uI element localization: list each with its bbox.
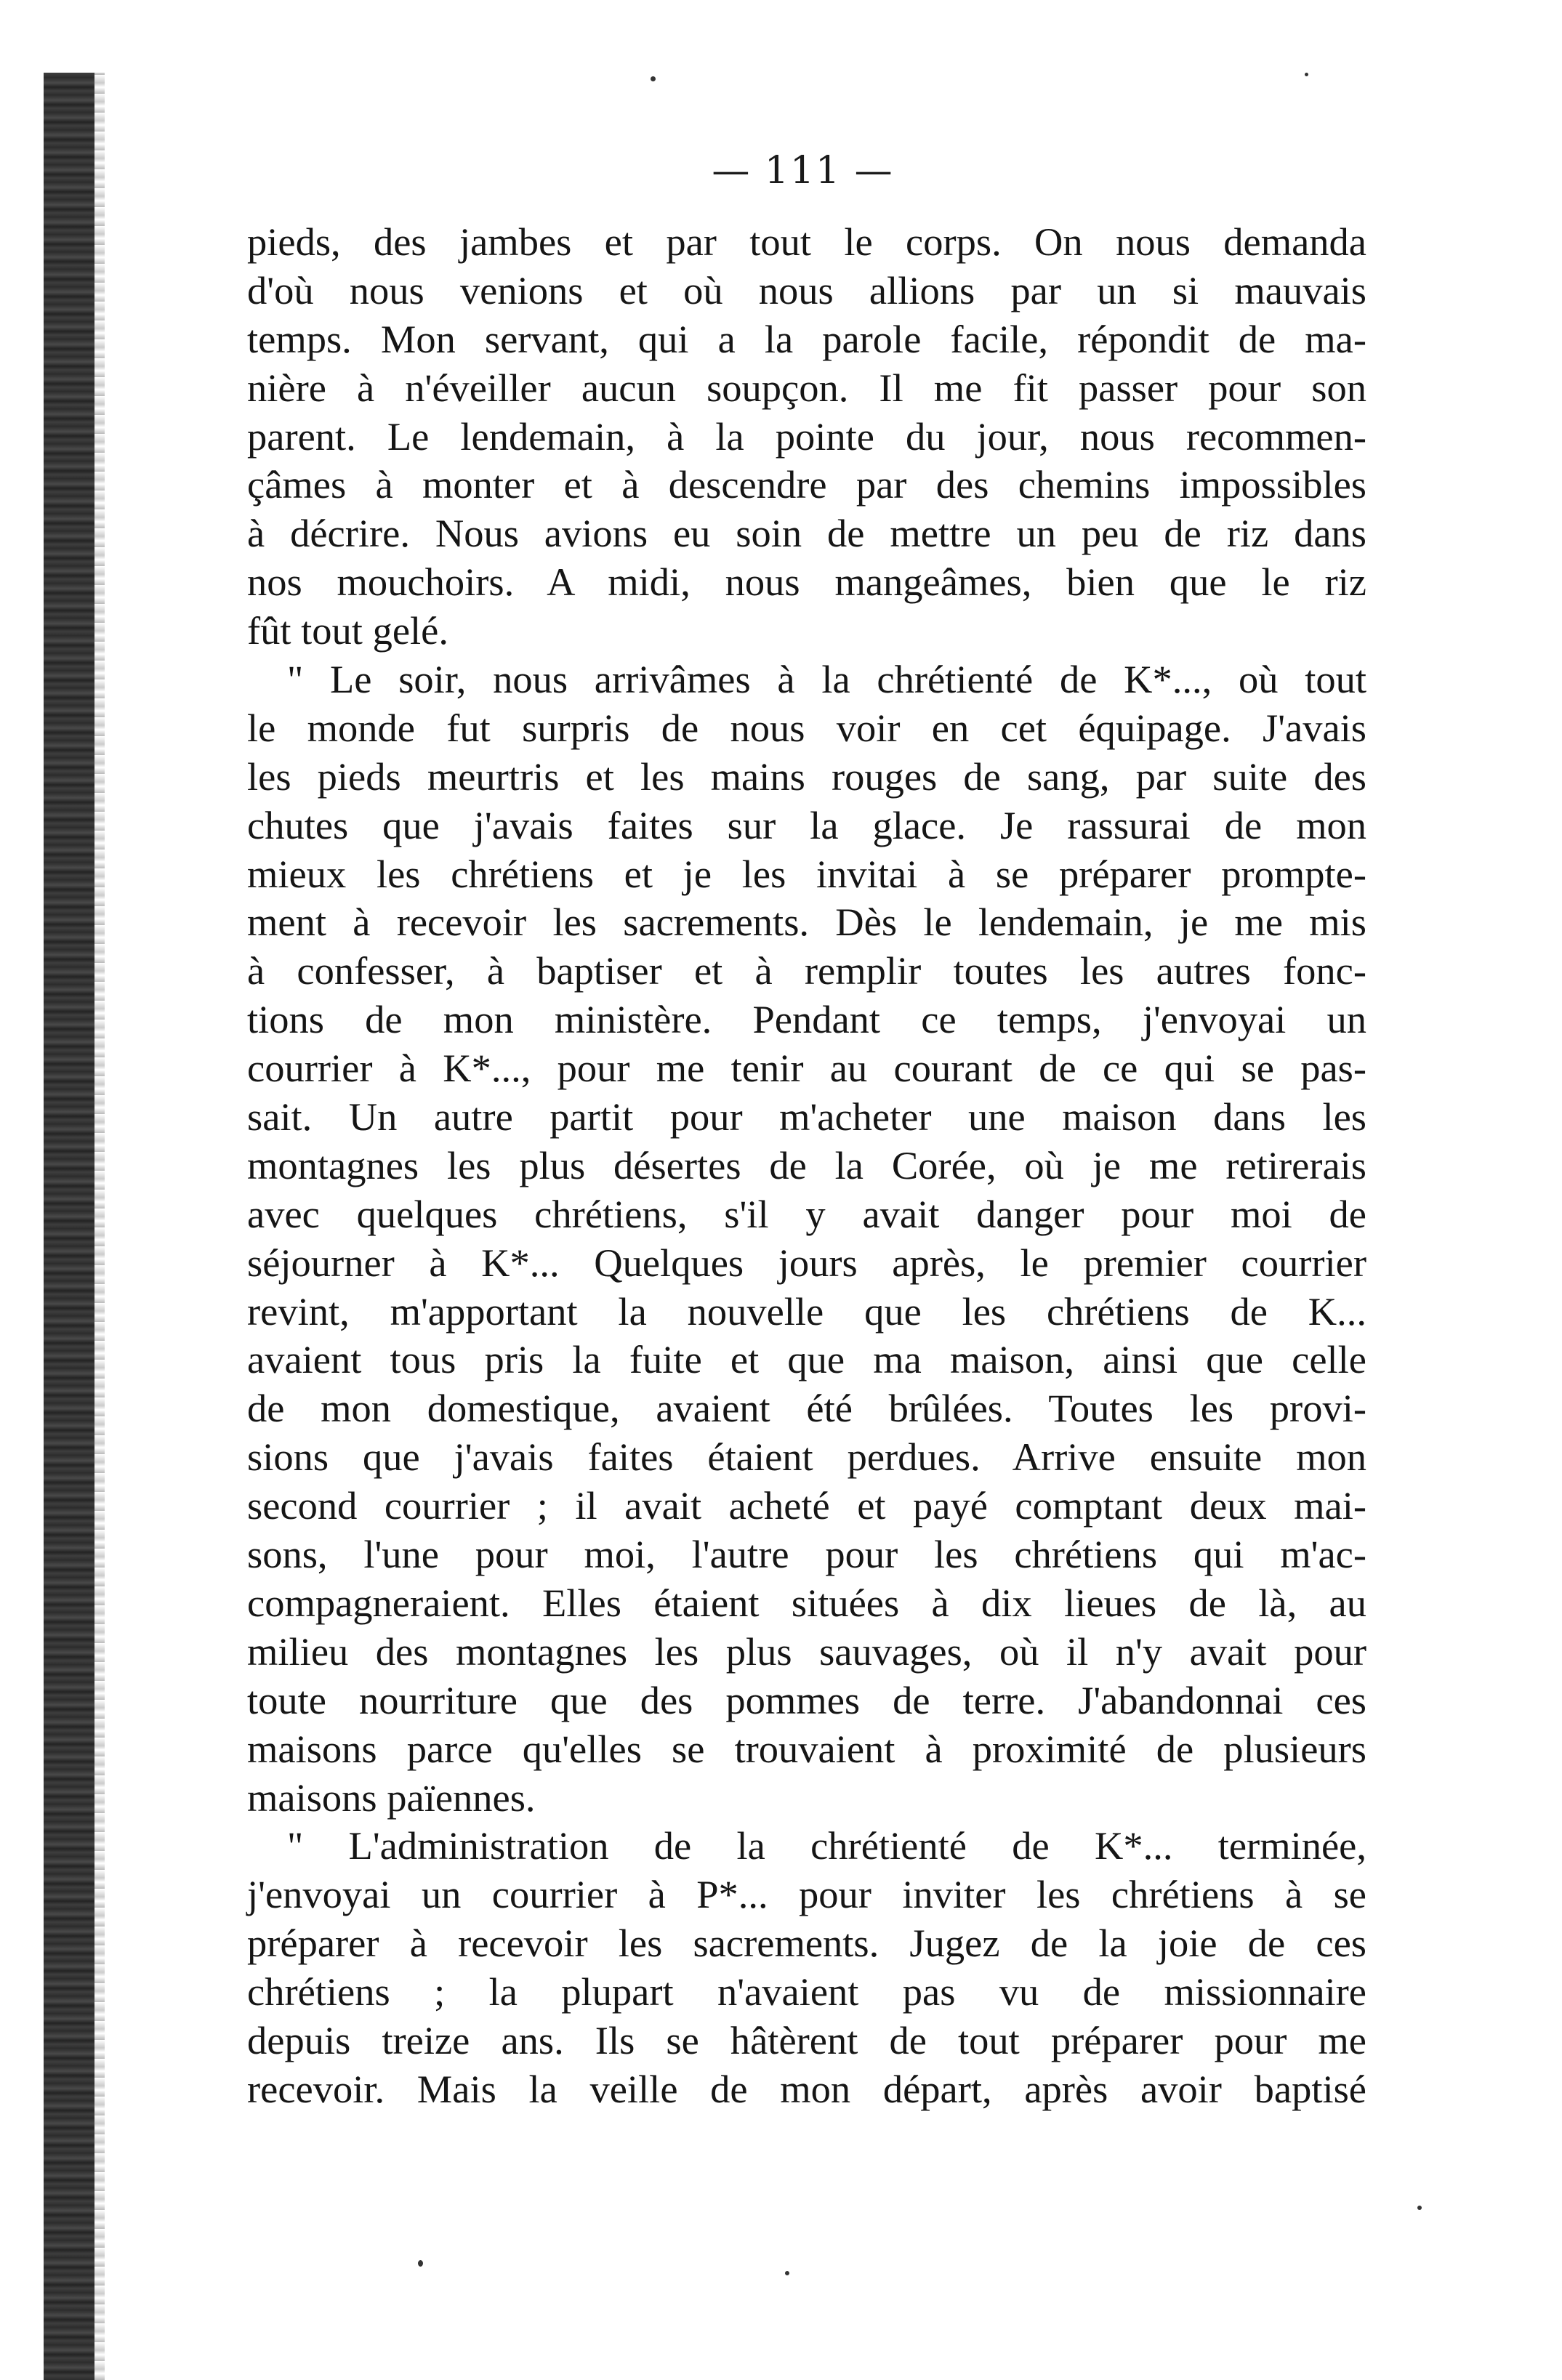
scan-speck — [1305, 73, 1308, 76]
text-line: revint, m'apportant la nouvelle que les chrétiens de K... — [247, 1288, 1366, 1334]
text-line: " Le soir, nous arrivâmes à la chrétienté de K*..., où tout — [287, 657, 1366, 702]
scan-speck — [1417, 2206, 1422, 2210]
text-line: çâmes à monter et à descendre par des chemins impossibles — [247, 462, 1366, 507]
text-line: toute nourriture que des pommes de terre. J'abandonnai ces — [247, 1677, 1366, 1722]
text-line: le monde fut surpris de nous voir en cet équipage. J'avais — [247, 705, 1366, 750]
text-line: depuis treize ans. Ils se hâtèrent de tout préparer pour me — [247, 2017, 1366, 2062]
text-line: de mon domestique, avaient été brûlées. Toutes les provi- — [247, 1386, 1366, 1431]
text-line: d'où nous venions et où nous allions par un si mauvais — [247, 267, 1366, 312]
text-line: temps. Mon servant, qui a la parole facile, répondit de ma- — [247, 316, 1366, 361]
text-line: chrétiens ; la plupart n'avaient pas vu de missionnaire — [247, 1969, 1366, 2014]
text-line: milieu des montagnes les plus sauvages, où il n'y avait pour — [247, 1629, 1366, 1674]
text-line: sons, l'une pour moi, l'autre pour les chrétiens qui m'ac- — [247, 1532, 1366, 1577]
text-line: sions que j'avais faites étaient perdues. Arrive ensuite mon — [247, 1435, 1366, 1480]
text-line: compagneraient. Elles étaient situées à dix lieues de là, au — [247, 1580, 1366, 1625]
text-line: ment à recevoir les sacrements. Dès le lendemain, je me mis — [247, 900, 1366, 945]
text-line: maisons païennes. — [247, 1775, 536, 1820]
text-line: à confesser, à baptiser et à remplir toutes les autres fonc- — [247, 948, 1366, 993]
text-line: les pieds meurtris et les mains rouges de sang, par suite des — [247, 754, 1366, 799]
text-line: avaient tous pris la fuite et que ma maison, ainsi que celle — [247, 1337, 1366, 1382]
body-text — [247, 218, 1366, 2114]
text-line: " L'administration de la chrétienté de K*... terminée, — [287, 1823, 1366, 1868]
text-line: second courrier ; il avait acheté et payé comptant deux mai- — [247, 1483, 1366, 1528]
text-line: maisons parce qu'elles se trouvaient à proximité de plusieurs — [247, 1726, 1366, 1771]
text-line: nière à n'éveiller aucun soupçon. Il me fit passer pour son — [247, 365, 1366, 410]
text-line: chutes que j'avais faites sur la glace. Je rassurai de mon — [247, 802, 1366, 847]
text-line: montagnes les plus désertes de la Corée, où je me retirerais — [247, 1142, 1366, 1187]
text-line: préparer à recevoir les sacrements. Jugez de la joie de ces — [247, 1921, 1366, 1966]
scan-speck — [418, 2260, 423, 2267]
text-line: mieux les chrétiens et je les invitai à se préparer prompte- — [247, 851, 1366, 896]
page-number: — 111 — — [712, 149, 894, 193]
text-line: parent. Le lendemain, à la pointe du jour, nous recommen- — [247, 414, 1366, 459]
text-line: nos mouchoirs. A midi, nous mangeâmes, bien que le riz — [247, 560, 1366, 605]
text-line: à décrire. Nous avions eu soin de mettre un peu de riz dans — [247, 511, 1366, 556]
text-line: tions de mon ministère. Pendant ce temps, j'envoyai un — [247, 997, 1366, 1042]
text-line: sait. Un autre partit pour m'acheter une maison dans les — [247, 1094, 1366, 1139]
scan-speck — [651, 76, 656, 81]
text-line: pieds, des jambes et par tout le corps. On nous demanda — [247, 219, 1366, 264]
text-line: courrier à K*..., pour me tenir au courant de ce qui se pas- — [247, 1046, 1366, 1091]
binding-edge — [44, 73, 94, 2380]
text-line: recevoir. Mais la veille de mon départ, après avoir baptisé — [247, 2066, 1366, 2111]
text-line: j'envoyai un courrier à P*... pour inviter les chrétiens à se — [247, 1872, 1366, 1917]
text-line: avec quelques chrétiens, s'il y avait danger pour moi de — [247, 1191, 1366, 1236]
text-line: séjourner à K*... Quelques jours après, le premier courrier — [247, 1240, 1366, 1285]
text-line: fût tout gelé. — [247, 608, 448, 653]
scan-speck — [785, 2271, 789, 2275]
